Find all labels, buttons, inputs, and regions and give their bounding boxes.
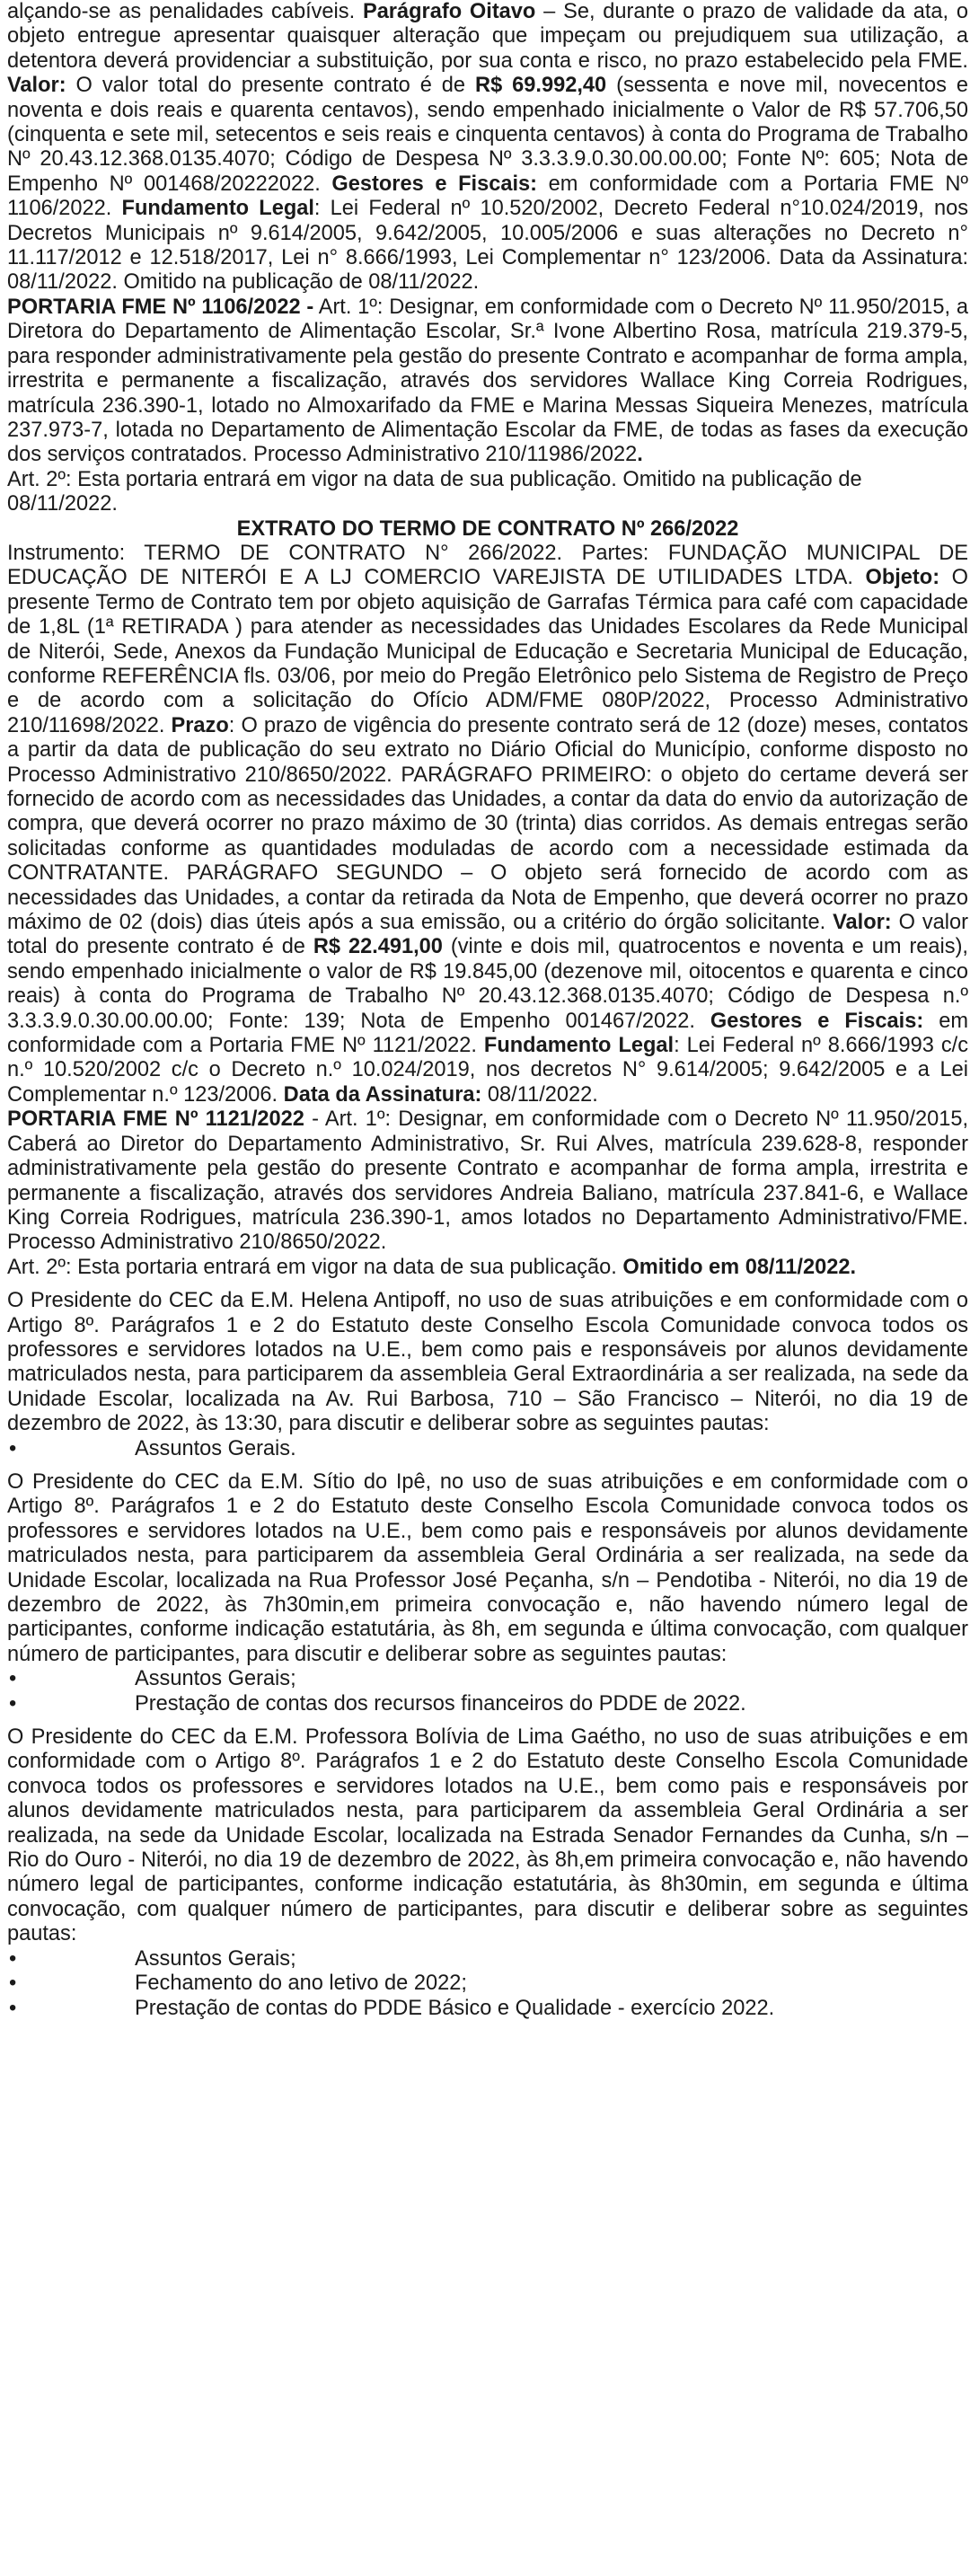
bold-text-run: PORTARIA FME Nº 1106/2022 - [7, 295, 314, 319]
agenda-item-text: Assuntos Gerais; [135, 1667, 296, 1691]
text-run: O Presidente do CEC da E.M. Sítio do Ipê, no uso de suas atribuições e em conformidade com o Artigo 8º. Parágrafos 1 e 2 do Estatuto deste Conselho Escola Comunidade convoca todos os professores e servidores lotados na U.E., bem como pais e responsáveis por alunos devidamente matriculados nesta, para participarem da assembleia Geral Ordinária a ser realizada, na sede da Unidade Escolar, localizada na Rua Professor José Peçanha, s/n – Pendotiba - Niterói, no dia 19 de dezembro de 2022, às 7h30min,em primeira convocação e, não havendo número legal de participantes, conforme indicação estatutária, às 8h, em segunda e última convocação, com qualquer número de participantes, para discutir e deliberar sobre as seguintes pautas: [7, 1469, 968, 1666]
portaria-1121-paragraph [7, 1107, 968, 1255]
text-run: (vinte e dois mil, quatrocentos e noventa e um reais), sendo empenhado inicialmente o valor de R$ 19.845,00 (dezenove mil, oitocentos e quarenta e cinco reais) à conta do Programa de Trabalho Nº 20.43.12.368.0135.4070; Código de Despesa n.º 3.3.3.9.0.30.00.00.00; Fonte: 139; Nota de Empenho 001467/2022. [7, 935, 968, 1033]
bold-text-run: Valor: [7, 74, 66, 98]
text-run: O presente Termo de Contrato tem por objeto aquisição de Garrafas Térmica para café com capacidade de 1,8L (1ª RETIRADA ) para atender as necessidades das Unidades Escolares da Rede Municipal de Niterói, Sede, Anexos da Fundação Municipal de Educação e Secretaria Municipal de Educação, conforme REFERÊNCIA fls. 03/06, por meio do Pregão Eletrônico pelo Sistema de Registro de Preço e de acordo com a solicitação do Ofício ADM/FME 080P/2022, Processo Administrativo 210/11698/2022. [7, 566, 968, 737]
text-run: - Art. 1º: Designar, em conformidade com o Decreto Nº 11.950/2015, Caberá ao Diretor do Departamento Administrativo, Sr. Rui Alves, matrícula 239.628-8, responder administrativamente pela gestão do presente Contrato e acompanhar de forma ampla, irrestrita e permanente a fiscalização, através dos servidores Andreia Baliano, matrícula 237.841-6, e Wallace King Correia Rodrigues, matrícula 236.390-1, amos lotados no Departamento Administrativo/FME. Processo Administrativo 210/8650/2022. [7, 1107, 968, 1255]
text-run: em conformidade com a Portaria FME Nº 1106/2022. [7, 172, 968, 221]
contract-clauses-paragraph [7, 0, 968, 296]
agenda-item-text: Assuntos Gerais; [135, 1946, 296, 1971]
bold-text-run: R$ 22.491,00 [313, 935, 443, 959]
text-run: Art. 1º: Designar, em conformidade com o Decreto Nº 11.950/2015, a Diretora do Departamento de Alimentação Escolar, Sr.ª Ivone Albertino Rosa, matrícula 219.379-5, para responder administrativamente pela gestão do presente Contrato e acompanhar de forma ampla, irrestrita e permanente a fiscalização, através dos servidores Wallace King Correia Rodrigues, matrícula 236.390-1, lotado no Almoxarifado da FME e Marina Messas Siqueira Menezes, matrícula 237.973-7, lotada no Departamento de Alimentação Escolar da FME, de todas as fases da execução dos serviços contratados. Processo Administrativo 210/11986/2022 [7, 295, 968, 467]
agenda-item [7, 1437, 968, 1461]
bold-text-run: Objeto: [865, 566, 940, 590]
agenda-item-text: Prestação de contas dos recursos financeiros do PDDE de 2022. [135, 1691, 746, 1716]
text-run: Instrumento: TERMO DE CONTRATO N° 266/2022. Partes: FUNDAÇÃO MUNICIPAL DE EDUCAÇÃO DE NITERÓI E A LJ COMERCIO VAREJISTA DE UTILIDADES LTDA. [7, 541, 968, 590]
bold-text-run: Valor: [833, 911, 892, 935]
bullet-icon: • [9, 1946, 17, 1971]
agenda-item-text: Fechamento do ano letivo de 2022; [135, 1972, 467, 1996]
bold-text-run: Parágrafo Oitavo [362, 0, 536, 23]
text-run: O valor total do presente contrato é de [66, 74, 476, 98]
bold-text-run: Fundamento Legal [483, 1034, 675, 1058]
text-run: O valor total do presente contrato é de [7, 911, 968, 959]
text-run: : Lei Federal nº 10.520/2002, Decreto Federal n°10.024/2019, nos Decretos Municipais nº 9.614/2005, 9.642/2005, 10.005/2006 e suas alterações no Decreto n° 11.117/2012 e 12.518/2017, Lei n° 8.666/1993, Lei Complementar n° 123/2006. Data da Assinatura: 08/11/2022. Omitido na publicação de 08/11/2022. [7, 197, 968, 295]
bullet-icon: • [9, 1972, 17, 1996]
bold-text-run: Omitido em 08/11/2022. [622, 1255, 857, 1279]
contract-266-paragraph [7, 542, 968, 1107]
agenda-list-helena-antipoff [7, 1437, 968, 1461]
text-run: : O prazo de vigência do presente contrato será de 12 (doze) meses, contatos a partir da data de publicação do seu extrato no Diário Oficial do Município, conforme disposto no Processo Administrativo 210/8650/2022. PARÁGRAFO PRIMEIRO: o objeto do certame deverá ser fornecido de acordo com as necessidades das Unidades, a contar da data do envio da autorização de compra, que deverá ocorrer no prazo máximo de 30 (trinta) dias corridos. As demais entregas serão solicitadas conforme as quantidades moduladas de acordo com a necessidade estimada da CONTRATANTE. PARÁGRAFO SEGUNDO – O objeto será fornecido de acordo com as necessidades das Unidades, a contar da retirada da Nota de Empenho, que deverá ocorrer no prazo máximo de 02 (dois) dias úteis após a sua emissão, ou a critério do órgão solicitante. [7, 713, 968, 935]
bullet-icon: • [9, 1436, 17, 1460]
agenda-item-text: Assuntos Gerais. [135, 1436, 296, 1460]
agenda-item-text: Prestação de contas do PDDE Básico e Qualidade - exercício 2022. [135, 1996, 775, 2020]
bold-text-run: Prazo [171, 713, 229, 737]
text-run: Art. 2º: Esta portaria entrará em vigor na data de sua publicação. [7, 1255, 623, 1279]
text-run: (sessenta e nove mil, novecentos e noventa e dois reais e quarenta centavos), sendo empenhado inicialmente o Valor de R$ 57.706,50 (cinquenta e sete mil, setecentos e seis reais e cinquenta centavos) à conta do Programa de Trabalho Nº 20.43.12.368.0135.4070; Código de Despesa Nº 3.3.3.9.0.30.00.00.00; Fonte Nº: 605; Nota de Empenho Nº 001468/20222022. [7, 74, 968, 196]
agenda-item [7, 1947, 968, 1972]
agenda-item [7, 1972, 968, 1996]
cec-sitio-do-ipe-notice [7, 1470, 968, 1667]
text-run: – Se, durante o prazo de validade da ata, o objeto entregue apresentar quaisquer alteração que impeçam ou prejudiquem sua utilização, a detentora deverá providenciar a substituição, por sua conta e risco, no prazo estabelecido pela FME. [7, 0, 968, 73]
bold-text-run: Data da Assinatura: [283, 1082, 482, 1107]
bullet-icon: • [9, 1996, 17, 2020]
text-run: : Lei Federal nº 8.666/1993 c/c n.º 10.520/2002 c/c o Decreto n.º 10.024/2019, nos decretos N° 9.614/2005; 9.642/2005 e a Lei Complementar n.º 123/2006. [7, 1034, 968, 1107]
bold-text-run: Fundamento Legal [121, 197, 314, 221]
agenda-list-bolivia-gaetho [7, 1947, 968, 2021]
agenda-item [7, 1692, 968, 1716]
bold-text-run: R$ 69.992,40 [475, 74, 607, 98]
portaria-1106-paragraph [7, 296, 968, 468]
text-run: O Presidente do CEC da E.M. Helena Antipoff, no uso de suas atribuições e em conformidade com o Artigo 8º. Parágrafos 1 e 2 do Estatuto deste Conselho Escola Comunidade convoca todos os professores e servidores lotados na U.E., bem como pais e responsáveis por alunos devidamente matriculados nesta, para participarem da assembleia Geral Extraordinária a ser realizada, na sede da Unidade Escolar, localizada na Av. Rui Barbosa, 710 – São Francisco – Niterói, no dia 19 de dezembro de 2022, às 13:30, para discutir e deliberar sobre as seguintes pautas: [7, 1289, 968, 1436]
portaria-1121-art2 [7, 1256, 968, 1280]
cec-helena-antipoff-notice [7, 1289, 968, 1436]
bold-text-run: Gestores e Fiscais: [710, 1009, 924, 1033]
agenda-list-sitio-do-ipe [7, 1667, 968, 1716]
bullet-icon: • [9, 1667, 17, 1691]
cec-bolivia-gaetho-notice [7, 1725, 968, 1947]
text-run: O Presidente do CEC da E.M. Professora Bolívia de Lima Gaétho, no uso de suas atribuições e em conformidade com o Artigo 8º. Parágrafos 1 e 2 do Estatuto deste Conselho Escola Comunidade convoca todos os professores e servidores lotados na U.E., bem como pais e responsáveis por alunos devidamente matriculados nesta, para participarem da assembleia Geral Ordinária a ser realizada, na sede da Unidade Escolar, localizada na Estrada Senador Fernandes da Cunha, s/n – Rio do Ouro - Niterói, no dia 19 de dezembro de 2022, às 8h,em primeira convocação e, não havendo número legal de participantes, conforme indicação estatutária, às 8h30min, em segunda e última convocação, com qualquer número de participantes, para discutir e deliberar sobre as seguintes pautas: [7, 1725, 968, 1946]
text-run: 08/11/2022. [481, 1082, 598, 1107]
text-run: em conformidade com a Portaria FME Nº 1121/2022. [7, 1009, 968, 1058]
bold-text-run: PORTARIA FME Nº 1121/2022 [7, 1107, 304, 1132]
text-run: alçando-se as penalidades cabíveis. [7, 0, 363, 23]
agenda-item [7, 1997, 968, 2021]
text-run: Art. 2º: Esta portaria entrará em vigor na data de sua publicação. Omitido na publicação de 08/11/2022. [7, 467, 862, 516]
portaria-1106-art2 [7, 468, 968, 517]
bold-text-run: Gestores e Fiscais: [331, 172, 537, 196]
extract-title: EXTRATO DO TERMO DE CONTRATO Nº 266/2022 [236, 516, 739, 541]
agenda-item [7, 1667, 968, 1691]
bullet-icon: • [9, 1691, 17, 1716]
bold-text-run: . [637, 443, 643, 467]
